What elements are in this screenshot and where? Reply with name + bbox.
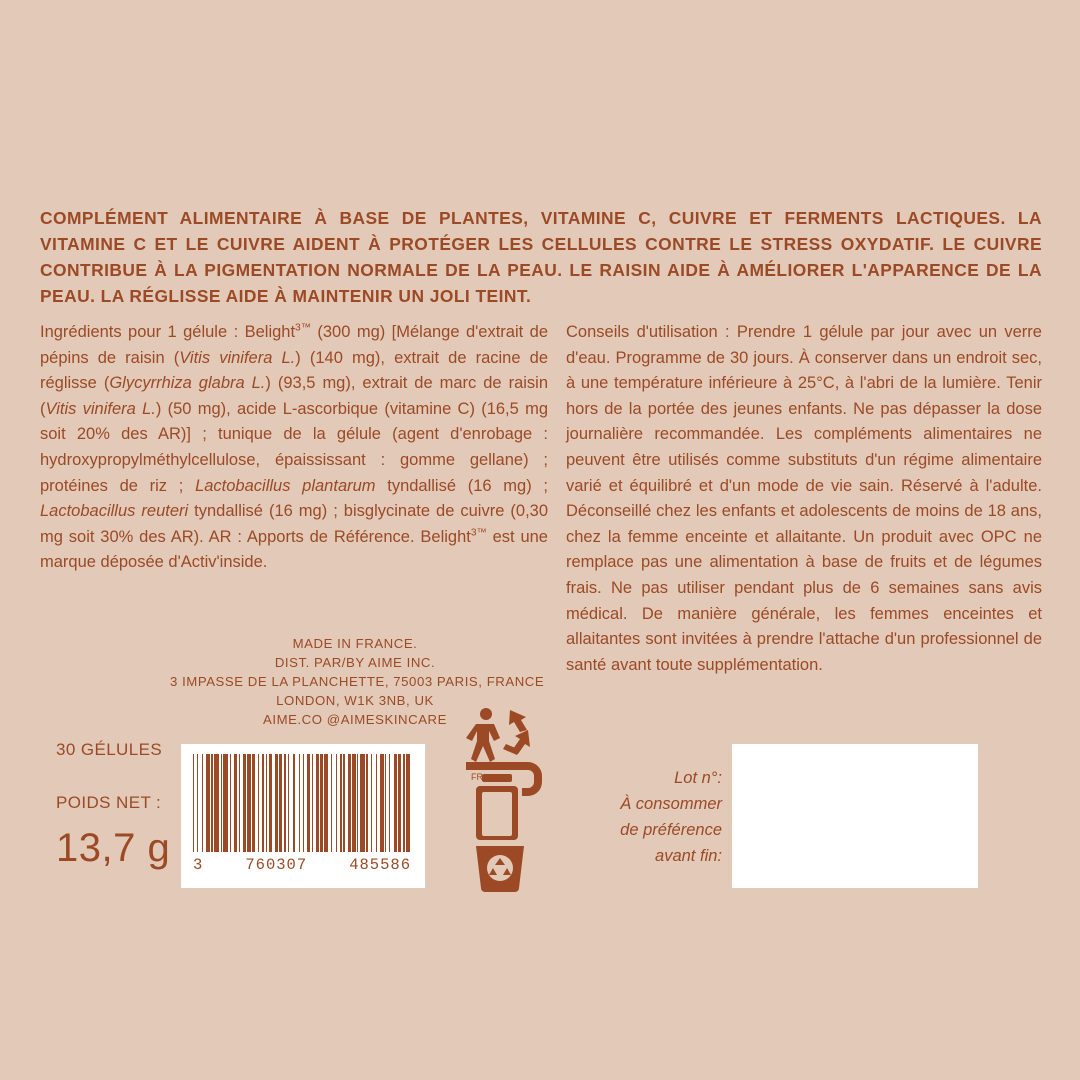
latin-name-vitis-vinifera-1: Vitis vinifera L. xyxy=(179,348,296,367)
lot-number-label: Lot n°: xyxy=(674,769,722,787)
barcode-group-2: 485586 xyxy=(349,856,411,874)
barcode-lead-digit: 3 xyxy=(193,856,204,874)
latin-name-lactobacillus-plantarum: Lactobacillus plantarum xyxy=(195,476,376,495)
usage-separator: : xyxy=(717,323,737,341)
ingredients-text-part8: est une marque déposée d'Activ'inside. xyxy=(40,527,548,572)
ingredients-heading: Ingrédients pour 1 gélule xyxy=(40,323,228,341)
barcode-panel xyxy=(181,744,425,888)
capsule-count: 30 GÉLULES xyxy=(56,740,163,759)
ingredients-separator: : xyxy=(227,323,245,341)
address-line-2: DIST. PAR/BY AIME INC. xyxy=(274,655,436,670)
address-line-4: LONDON, W1K 3NB, UK xyxy=(276,693,434,708)
ingredients-text-part1: Belight xyxy=(244,323,296,341)
usage-text: Prendre 1 gélule par jour avec un verre d'eau. Programme de 30 jours. À conserver dans un endroit sec, à une température inférieure à 25°C, à l'abri de la lumière. Tenir hors de la portée des jeunes enfants. Ne pas dépasser la dose journalière recommandée. Les compléments alimentaires ne peuvent être utilisés comme substituts d'un régime alimentaire varié et équilibré et d'un mode de vie sain. Réservé à l'adulte. Déconseillé chez les enfants et adolescents de moins de 18 ans, chez la femme enceinte et allaitante. Un produit avec OPC ne remplace pas une alimentation à base de fruits et de légumes frais. Ne pas utiliser pendant plus de 6 semaines sans avis médical. De manière générale, les femmes enceintes et allaitantes sont invitées à prendre l'attache d'un professionnel de santé avant toute supplémentation. xyxy=(566,323,1042,674)
ingredients-text-part3: ) (140 mg), extrait de racine de réglisse ( xyxy=(40,348,548,393)
lot-labels xyxy=(592,765,722,869)
ingredients-text-part6: tyndallisé (16 mg) ; xyxy=(375,476,548,495)
best-before-line-3: avant fin: xyxy=(655,847,722,865)
ingredients-block xyxy=(40,320,548,576)
triman-recycling-pictogram-icon xyxy=(466,700,542,892)
latin-name-vitis-vinifera-2: Vitis vinifera L. xyxy=(45,399,156,418)
ingredients-text-part4: ) (93,5 mg), extrait de marc de raisin ( xyxy=(40,374,549,418)
address-line-5-web-social: AIME.CO @AIMESKINCARE xyxy=(263,712,447,727)
headline-text: COMPLÉMENT ALIMENTAIRE À BASE DE PLANTES, VITAMINE C, CUIVRE ET FERMENTS LACTIQUES. LA VITAMINE C ET LE CUIVRE AIDENT À PROTÉGER LES CELLULES CONTRE LE STRESS OXYDATIF. LE CUIVRE CONTRIBUE À LA PIGMENTATION NORMALE DE LA PEAU. LE RAISIN AIDE À AMÉLIORER L'APPARENCE DE LA PEAU. LA RÉGLISSE AIDE À MAINTENIR UN JOLI TEINT. xyxy=(40,208,1042,306)
usage-heading: Conseils d'utilisation xyxy=(566,323,718,341)
svg-text:FR: FR xyxy=(471,772,483,782)
address-line-1: MADE IN FRANCE. xyxy=(292,636,418,651)
ingredients-text-part7: tyndallisé (16 mg) ; bisglycinate de cuivre (0,30 mg soit 30% des AR). AR : Apports de Référence. Belight xyxy=(40,502,549,546)
best-before-line-1: À consommer xyxy=(620,795,722,813)
lot-imprint-box xyxy=(732,744,978,888)
ingredients-text-part5: ) (50 mg), acide L-ascorbique (vitamine C) (16,5 mg soit 20% des AR)] ; tunique de la gélule (agent d'enrobage : hydroxypropylméthylcellulose, épaississant : gomme gellane) ; protéines de riz ; xyxy=(40,399,548,495)
latin-name-glycyrrhiza-glabra: Glycyrrhiza glabra L. xyxy=(109,374,266,393)
belight-superscript-1: 3™ xyxy=(295,322,311,334)
net-weight-label: POIDS NET : xyxy=(56,793,162,812)
address-line-3: 3 IMPASSE DE LA PLANCHETTE, 75003 PARIS, FRANCE xyxy=(170,674,545,689)
ingredients-text-part2: (300 mg) [Mélange d'extrait de pépins de raisin ( xyxy=(40,323,548,367)
barcode-digits xyxy=(193,852,413,874)
barcode-group-1: 760307 xyxy=(245,856,308,874)
latin-name-lactobacillus-reuteri: Lactobacillus reuteri xyxy=(40,502,189,521)
usage-block xyxy=(566,320,1042,678)
headline-claims xyxy=(40,205,1042,309)
net-weight-value: 13,7 g xyxy=(56,826,171,870)
barcode-bars xyxy=(193,754,413,852)
belight-superscript-2: 3™ xyxy=(470,527,487,539)
best-before-line-2: de préférence xyxy=(620,821,722,839)
